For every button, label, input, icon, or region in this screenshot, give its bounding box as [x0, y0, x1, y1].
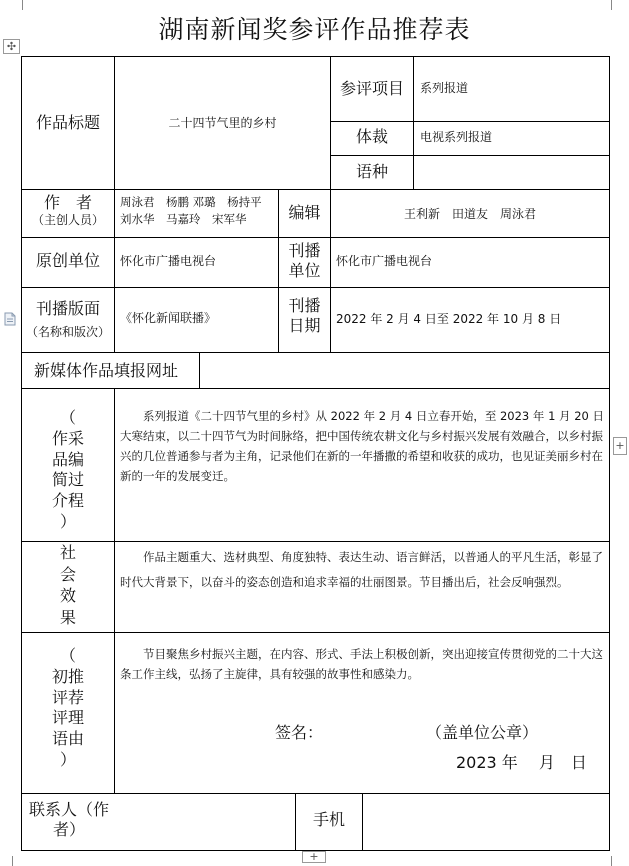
effect-label-line: 社 — [59, 543, 76, 562]
genre-value[interactable]: 电视系列报道 — [420, 130, 493, 144]
row-divider — [21, 793, 610, 794]
work-title-label: 作品标题 — [35, 113, 100, 132]
col-divider — [413, 56, 414, 189]
genre-label: 体裁 — [355, 127, 388, 146]
row-divider — [21, 352, 610, 353]
effect-label-line: 果 — [59, 607, 76, 627]
review-text[interactable]: 节目聚焦乡村振兴主题，在内容、形式、手法上积极创新，突出迎接宣传贯彻党的二十大这条工作主线，弘扬了主旋律，具有较强的故事性和感染力。 — [120, 647, 603, 682]
broadcast-date-label-line: 日期 — [288, 316, 321, 335]
add-column-button[interactable]: + — [613, 437, 627, 455]
document-icon[interactable] — [3, 311, 17, 325]
crop-mark-bottom-right — [611, 856, 621, 866]
category-label: 参评项目 — [339, 79, 404, 98]
author-label — [22, 193, 114, 228]
col-divider — [362, 793, 363, 850]
unit-value[interactable]: 怀化市广播电视台 — [120, 254, 217, 268]
signature-date: 2023 年 月 日 — [456, 753, 587, 772]
editor-label: 编辑 — [288, 203, 321, 222]
col-divider — [114, 388, 115, 793]
row-divider — [21, 287, 610, 288]
row-divider — [21, 237, 610, 238]
row-divider — [21, 189, 610, 190]
process-label-line: 介程 — [51, 491, 84, 511]
review-label-line: 语由 — [51, 729, 84, 749]
review-label-line: （ — [59, 646, 76, 665]
review-label-line: 评荐 — [51, 687, 84, 707]
process-label-line: （ — [59, 408, 76, 427]
unit-label: 原创单位 — [35, 251, 100, 270]
table-border-right — [609, 56, 610, 851]
process-label-line: ） — [59, 511, 76, 531]
effect-text[interactable]: 作品主题重大、选材典型、角度独特、表达生动、语言鲜活，以普通人的平凡生活，彰显了时代大背景下，以奋斗的姿态创造和追求幸福的壮丽图景。节目播出后，社会反响强烈。 — [120, 550, 603, 589]
language-label: 语种 — [355, 162, 388, 181]
author-label-sub: （主创人员） — [31, 213, 104, 227]
broadcast-date-label-line: 刊播 — [288, 296, 321, 315]
crop-mark-top-left — [13, 0, 23, 10]
row-divider — [330, 155, 610, 156]
process-text[interactable]: 系列报道《二十四节气里的乡村》从 2022 年 2 月 4 日立春开始，至 2023 年 1 月 20 日大寒结束，以二十四节气为时间脉络，把中国传统农耕文化与乡村振兴发展有效融合，以乡村振兴的几位普通参与者为主角，记录他们在新的一年播撒的希望和收获的成功，也见证美丽乡村在新的一年的发展变迁。 — [120, 409, 604, 484]
broadcast-unit-value[interactable]: 怀化市广播电视台 — [336, 254, 433, 268]
process-label-line: 品编 — [51, 449, 84, 469]
process-label — [22, 408, 114, 533]
col-divider — [114, 56, 115, 353]
editors-value[interactable]: 王利新 田道友 周泳君 — [403, 207, 536, 221]
contact-label: 联系人（作者） — [28, 800, 109, 839]
document-icon-svg — [3, 312, 17, 326]
review-label-line: 评理 — [51, 708, 84, 728]
effect-label — [22, 542, 114, 628]
row-divider — [330, 121, 610, 122]
phone-label: 手机 — [312, 810, 345, 829]
review-label — [22, 646, 114, 771]
broadcast-page-label-main: 刊播版面 — [35, 299, 100, 318]
seal-label: （盖单位公章） — [426, 723, 539, 742]
col-divider — [199, 352, 200, 388]
broadcast-page-label-sub: （名称和版次） — [25, 325, 110, 339]
table-move-handle-icon[interactable]: ✣ — [3, 39, 20, 54]
broadcast-page-value[interactable]: 《怀化新闻联播》 — [120, 311, 217, 325]
process-label-line: 简过 — [51, 470, 84, 490]
crop-mark-top-right — [611, 0, 621, 10]
broadcast-unit-label-line: 单位 — [288, 261, 321, 280]
broadcast-unit-label-line: 刊播 — [288, 241, 321, 260]
effect-label-line: 效 — [59, 586, 76, 606]
broadcast-page-label — [22, 297, 114, 340]
process-label-line: 作采 — [51, 428, 84, 448]
work-title-value[interactable]: 二十四节气里的乡村 — [168, 116, 277, 130]
effect-label-line: 会 — [59, 564, 76, 584]
authors-value[interactable]: 周泳君 杨鹏 邓璐 杨持平 刘水华 马嘉玲 宋军华 — [120, 195, 274, 227]
review-label-line: 初推 — [51, 666, 84, 686]
review-label-line: ） — [59, 749, 76, 769]
signature-label: 签名： — [275, 723, 324, 742]
category-value[interactable]: 系列报道 — [420, 81, 469, 95]
crop-mark-bottom-left — [3, 856, 13, 866]
broadcast-date-value[interactable]: 2022 年 2 月 4 日至 2022 年 10 月 8 日 — [336, 312, 562, 326]
author-label-main: 作 者 — [43, 193, 92, 212]
broadcast-date-label — [279, 296, 330, 336]
broadcast-unit-label — [279, 241, 330, 281]
new-media-label: 新媒体作品填报网址 — [34, 361, 179, 380]
table-border-top — [21, 56, 610, 57]
page-title: 湖南新闻奖参评作品推荐表 — [158, 15, 471, 44]
row-divider — [21, 388, 610, 389]
add-row-button[interactable]: + — [302, 851, 326, 863]
row-divider — [21, 632, 610, 633]
